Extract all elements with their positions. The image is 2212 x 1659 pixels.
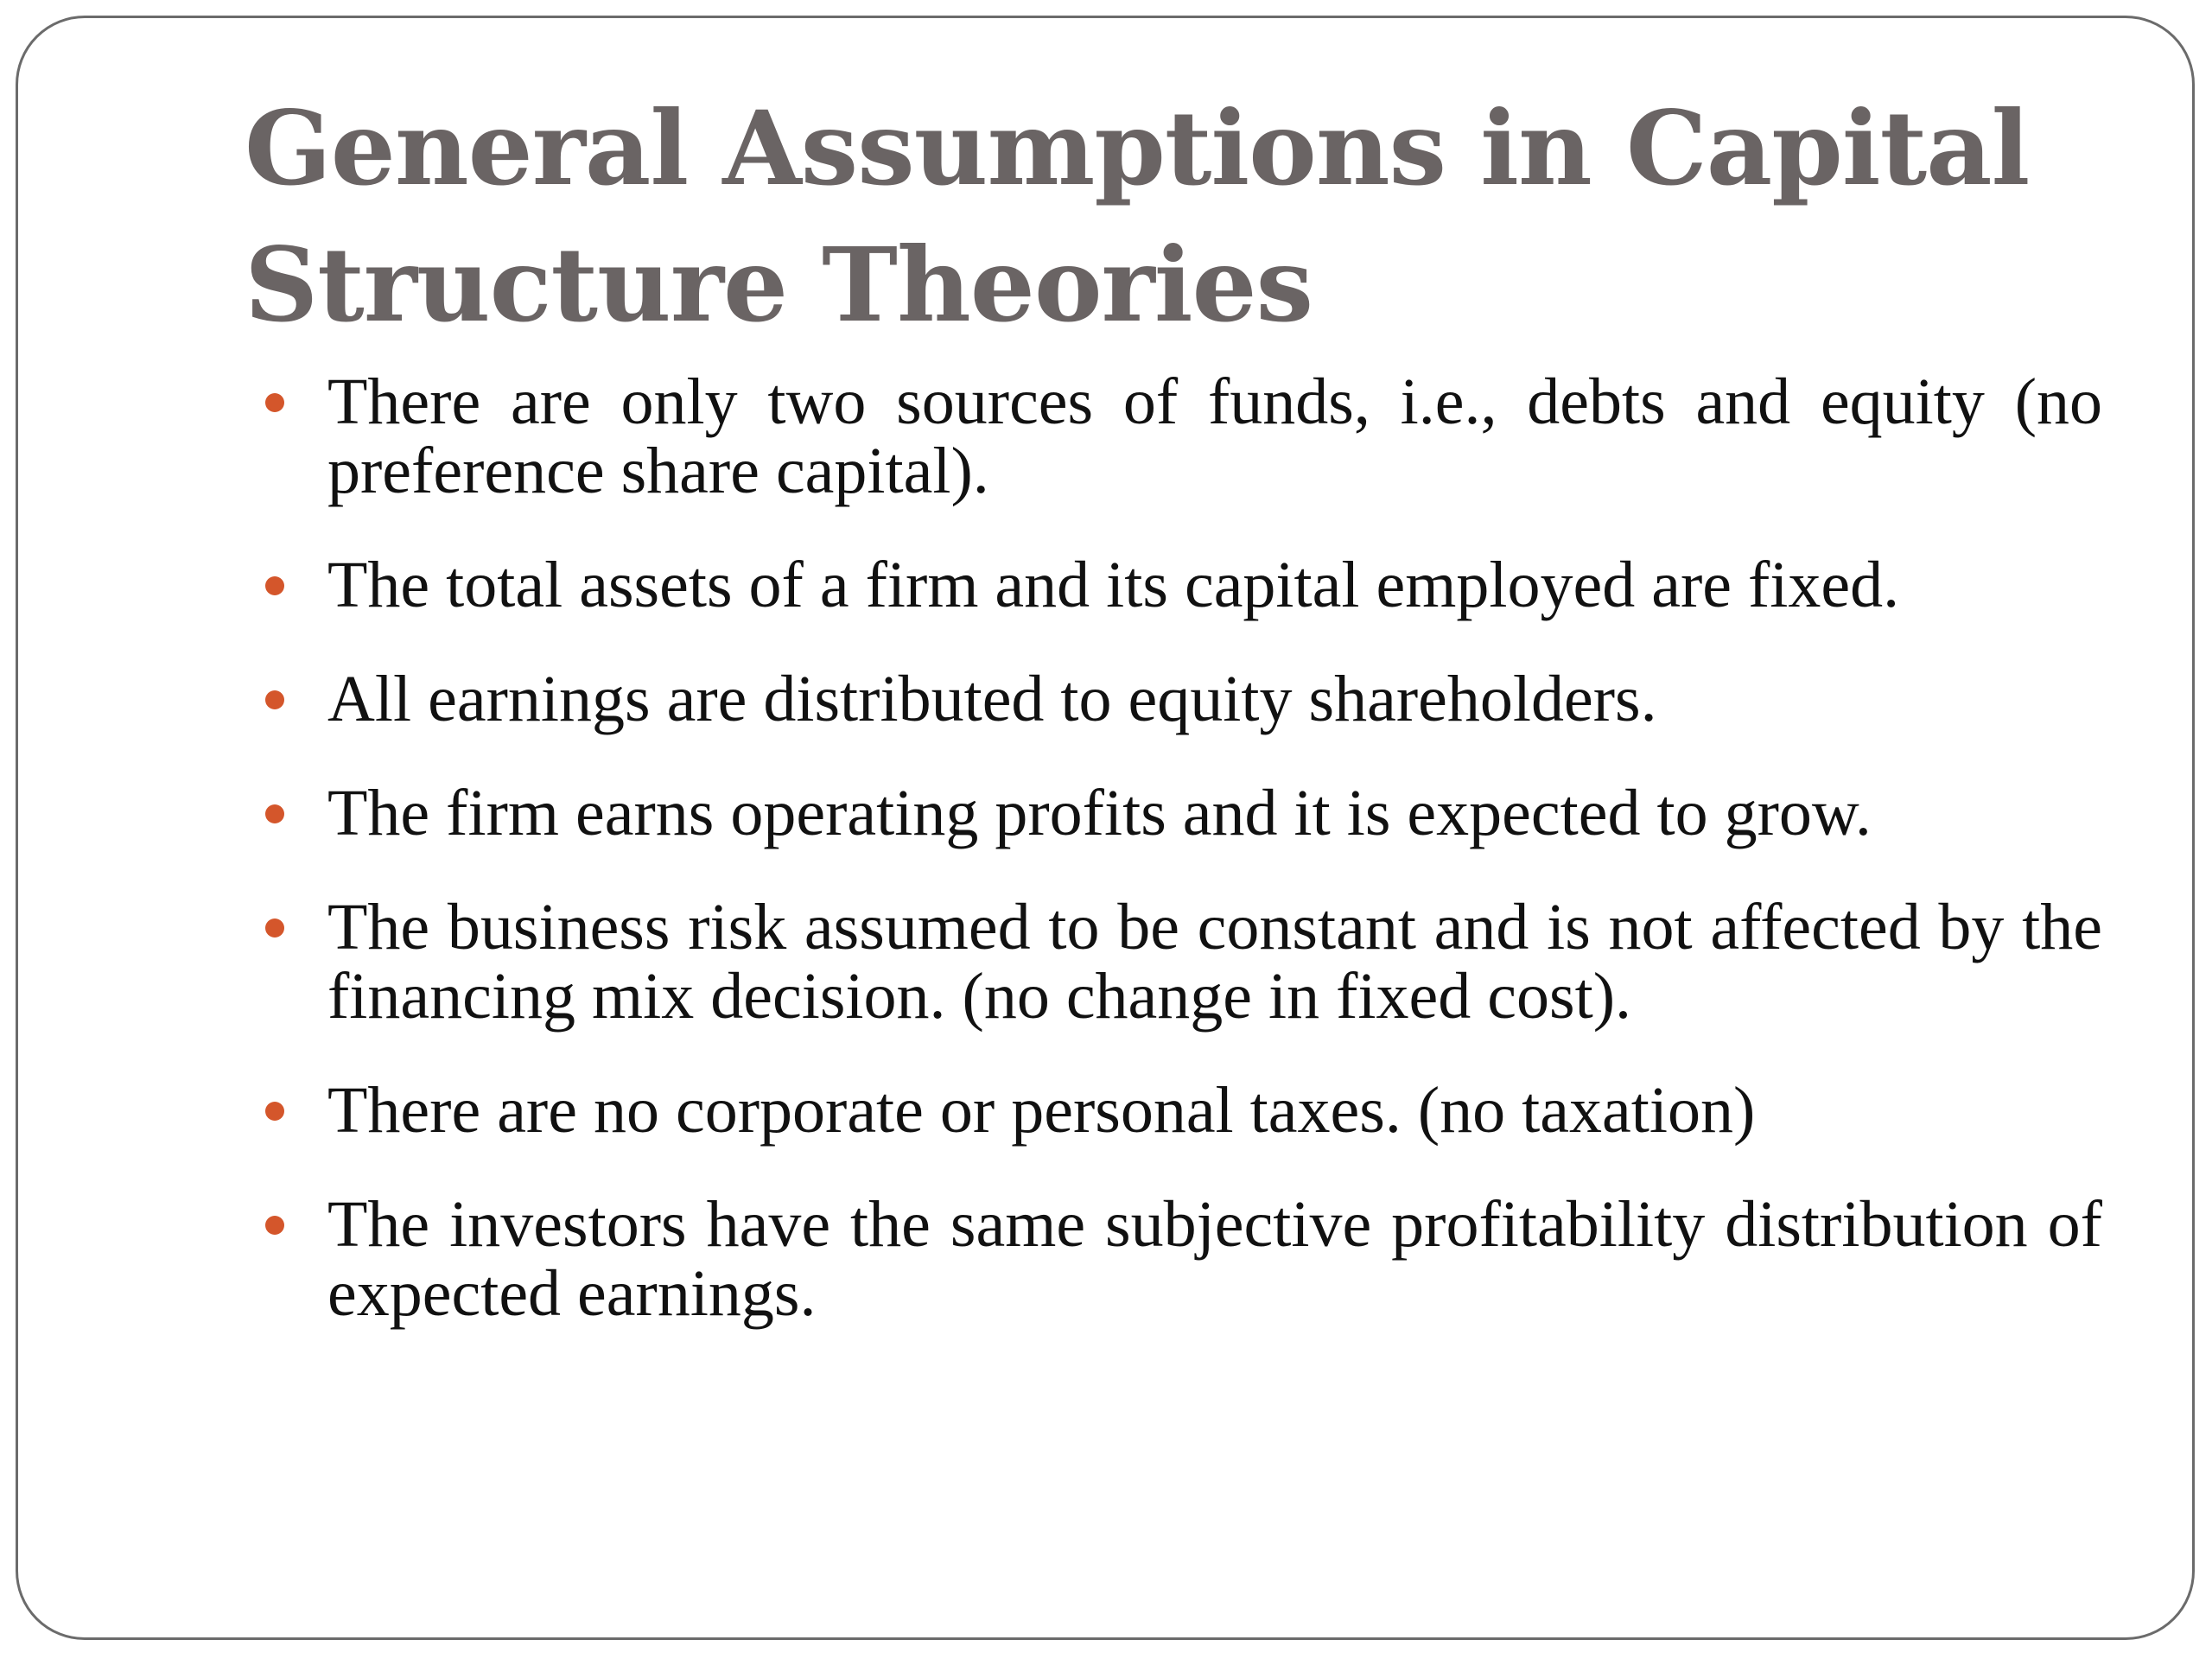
bullet-dot-icon	[265, 1216, 284, 1235]
bullet-text: The firm earns operating profits and it is expected to grow.	[327, 777, 1872, 849]
bullet-dot-icon	[265, 690, 284, 709]
bullet-item	[245, 893, 2102, 1031]
bullet-item	[245, 1076, 2102, 1145]
bullet-item	[245, 779, 2102, 848]
slide-frame	[16, 16, 2195, 1640]
bullet-dot-icon	[265, 918, 284, 938]
slide-title: General Assumptions in Capital Structure Theories	[245, 88, 2030, 345]
bullet-item	[245, 367, 2102, 505]
bullet-item	[245, 664, 2102, 734]
bullet-text: The investors have the same subjective profitability distribution of expected earnings.	[327, 1188, 2102, 1330]
bullet-text: The business risk assumed to be constant and is not affected by the financing mix decision. (no change in fixed cost).	[327, 891, 2102, 1033]
bullet-item	[245, 1190, 2102, 1328]
bullet-list	[245, 367, 2102, 1373]
bullet-text: The total assets of a firm and its capital employed are fixed.	[327, 549, 1900, 621]
bullet-item	[245, 550, 2102, 620]
bullet-dot-icon	[265, 804, 284, 823]
bullet-text: All earnings are distributed to equity shareholders.	[327, 663, 1657, 735]
bullet-dot-icon	[265, 1102, 284, 1121]
bullet-text: There are only two sources of funds, i.e., debts and equity (no preference share capital).	[327, 365, 2102, 507]
bullet-text: There are no corporate or personal taxes. (no taxation)	[327, 1074, 1756, 1147]
bullet-dot-icon	[265, 393, 284, 412]
bullet-dot-icon	[265, 576, 284, 595]
